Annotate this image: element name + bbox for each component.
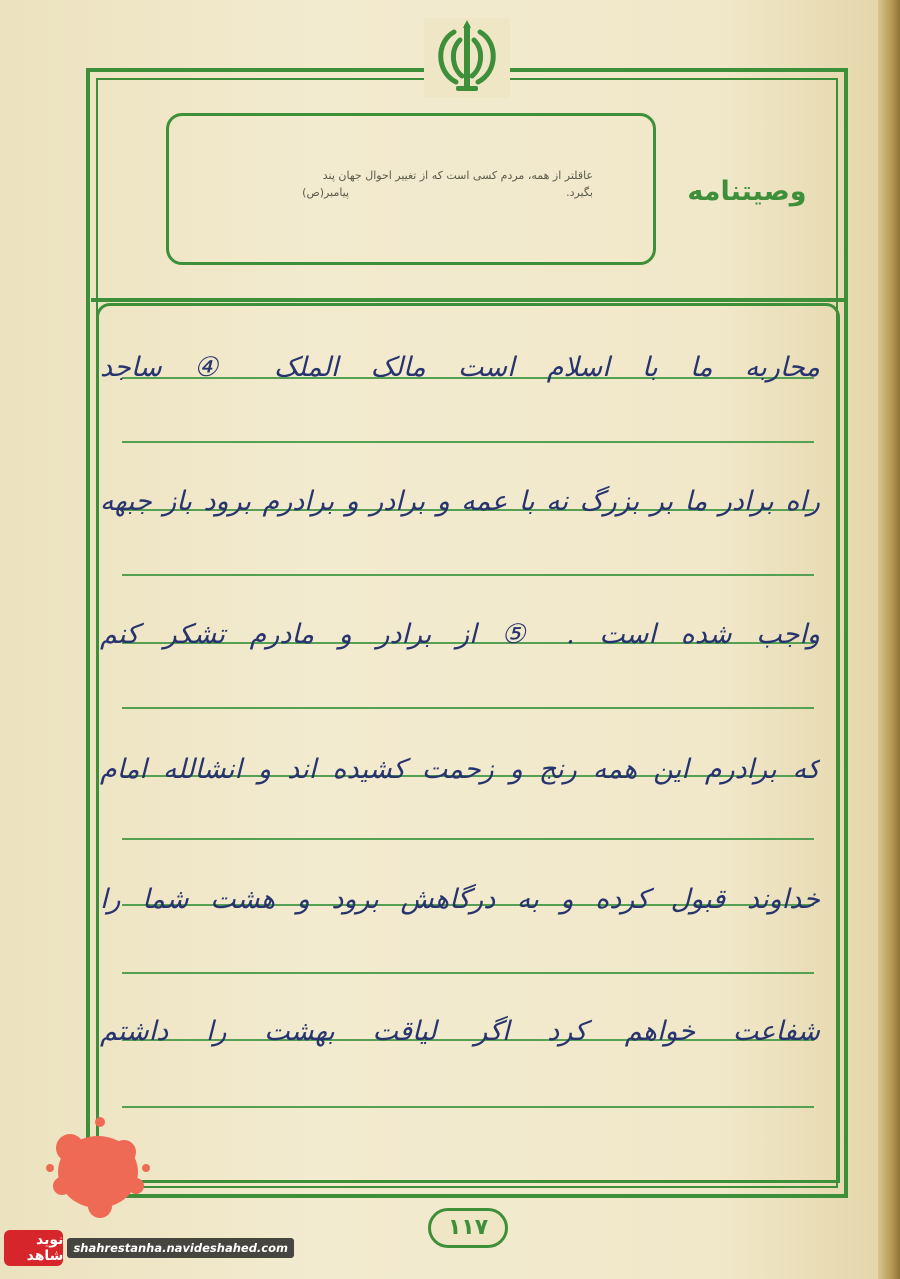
header-quote: [193, 167, 593, 201]
watermark-url: shahrestanha.navideshahed.com: [67, 1238, 294, 1258]
ruled-line: [122, 972, 814, 974]
page-number: ۱۱۷: [428, 1208, 508, 1248]
quote-attribution: پیامبر(ص): [302, 186, 350, 199]
ruled-line: [122, 707, 814, 709]
ruled-line: [122, 1106, 814, 1108]
handwritten-line-2: راه برادر ما بر بزرگ نه با عمه و برادر و برادرم برود باز جبهه: [100, 486, 820, 517]
quote-line-2: بگیرد.: [566, 186, 593, 199]
handwritten-line-4: که برادرم این همه رنج و زحمت کشیده اند و انشالله امام: [100, 754, 820, 785]
watermark-logo: نوید شاهد: [4, 1230, 63, 1266]
ink-stain-icon: [40, 1108, 160, 1228]
handwritten-line-5: خداوند قبول کرده و به درگاهش برود و هشت شما را: [100, 884, 820, 915]
ruled-line: [122, 838, 814, 840]
ruled-line: [122, 574, 814, 576]
page-title: وصیتنامه: [687, 176, 807, 207]
handwritten-line-6: شفاعت خواهم کرد اگر لیاقت بهشت را داشتم: [100, 1016, 820, 1047]
ruled-line: [122, 441, 814, 443]
quote-line-1: عاقلتر از همه، مردم کسی است که از تغییر احوال جهان پند: [322, 169, 593, 182]
header-box: [166, 113, 656, 265]
iran-emblem-icon: [426, 20, 508, 96]
handwritten-line-3: واجب شده است . ⑤ از برادر و مادرم تشکر کنم: [100, 619, 820, 650]
handwritten-line-1: محاربه ما با اسلام است مالک الملک ④ ساجد: [100, 352, 820, 383]
emblem: [424, 18, 510, 98]
watermark: [4, 1226, 294, 1270]
book-spine: [878, 0, 900, 1279]
